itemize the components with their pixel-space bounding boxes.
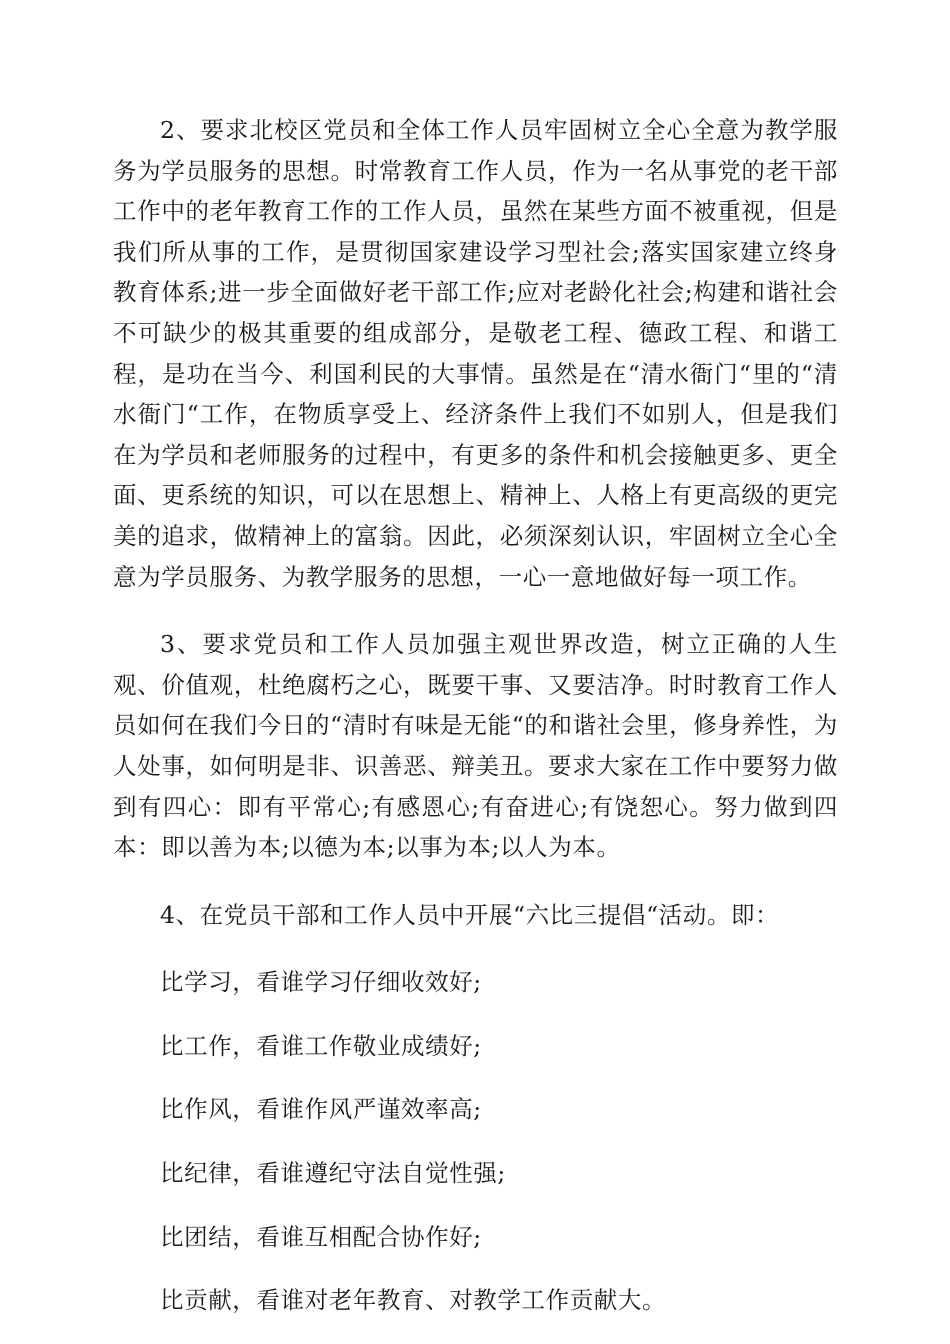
list-item: 比作风，看谁作风严谨效率高; [160, 1095, 482, 1124]
paragraph-4: 4、在党员干部和工作人员中开展“六比三提倡“活动。即： [160, 900, 780, 929]
list-item: 比学习，看谁学习仔细收效好; [160, 968, 482, 997]
list-item: 比贡献，看谁对老年教育、对教学工作贡献大。 [160, 1286, 667, 1315]
list-item: 比工作，看谁工作敬业成绩好; [160, 1031, 482, 1060]
list-item: 比团结，看谁互相配合协作好; [160, 1222, 482, 1251]
list-item: 比纪律，看谁遵纪守法自觉性强; [160, 1159, 506, 1188]
paragraph-2: 2、要求北校区党员和全体工作人员牢固树立全心全意为教学服务为学员服务的思想。时常教育工作人员，作为一名从事党的老干部工作中的老年教育工作的工作人员，虽然在某些方面不被重视，但是我们所从事的工作，是贯彻国家建设学习型社会;落实国家建立终身教育体系;进一步全面做好老干部工作;应对老龄化社会;构建和谐社会不可缺少的极其重要的组成部分，是敬老工程、德政工程、和谐工程，是功在当今、利国利民的大事情。虽然是在“清水衙门“里的“清水衙门“工作，在物质享受上、经济条件上我们不如别人，但是我们在为学员和老师服务的过程中，有更多的条件和机会接触更多、更全面、更系统的知识，可以在思想上、精神上、人格上有更高级的更完美的追求，做精神上的富翁。因此，必须深刻认识，牢固树立全心全意为学员服务、为教学服务的思想，一心一意地做好每一项工作。 [113, 116, 838, 591]
paragraph-3: 3、要求党员和工作人员加强主观世界改造，树立正确的人生观、价值观，杜绝腐朽之心，既要干事、又要洁净。时时教育工作人员如何在我们今日的“清时有味是无能“的和谐社会里，修身养性，为人处事，如何明是非、识善恶、辩美丑。要求大家在工作中要努力做到有四心：即有平常心;有感恩心;有奋进心;有饶恕心。努力做到四本：即以善为本;以德为本;以事为本;以人为本。 [113, 630, 838, 862]
document-body [113, 110, 838, 1321]
